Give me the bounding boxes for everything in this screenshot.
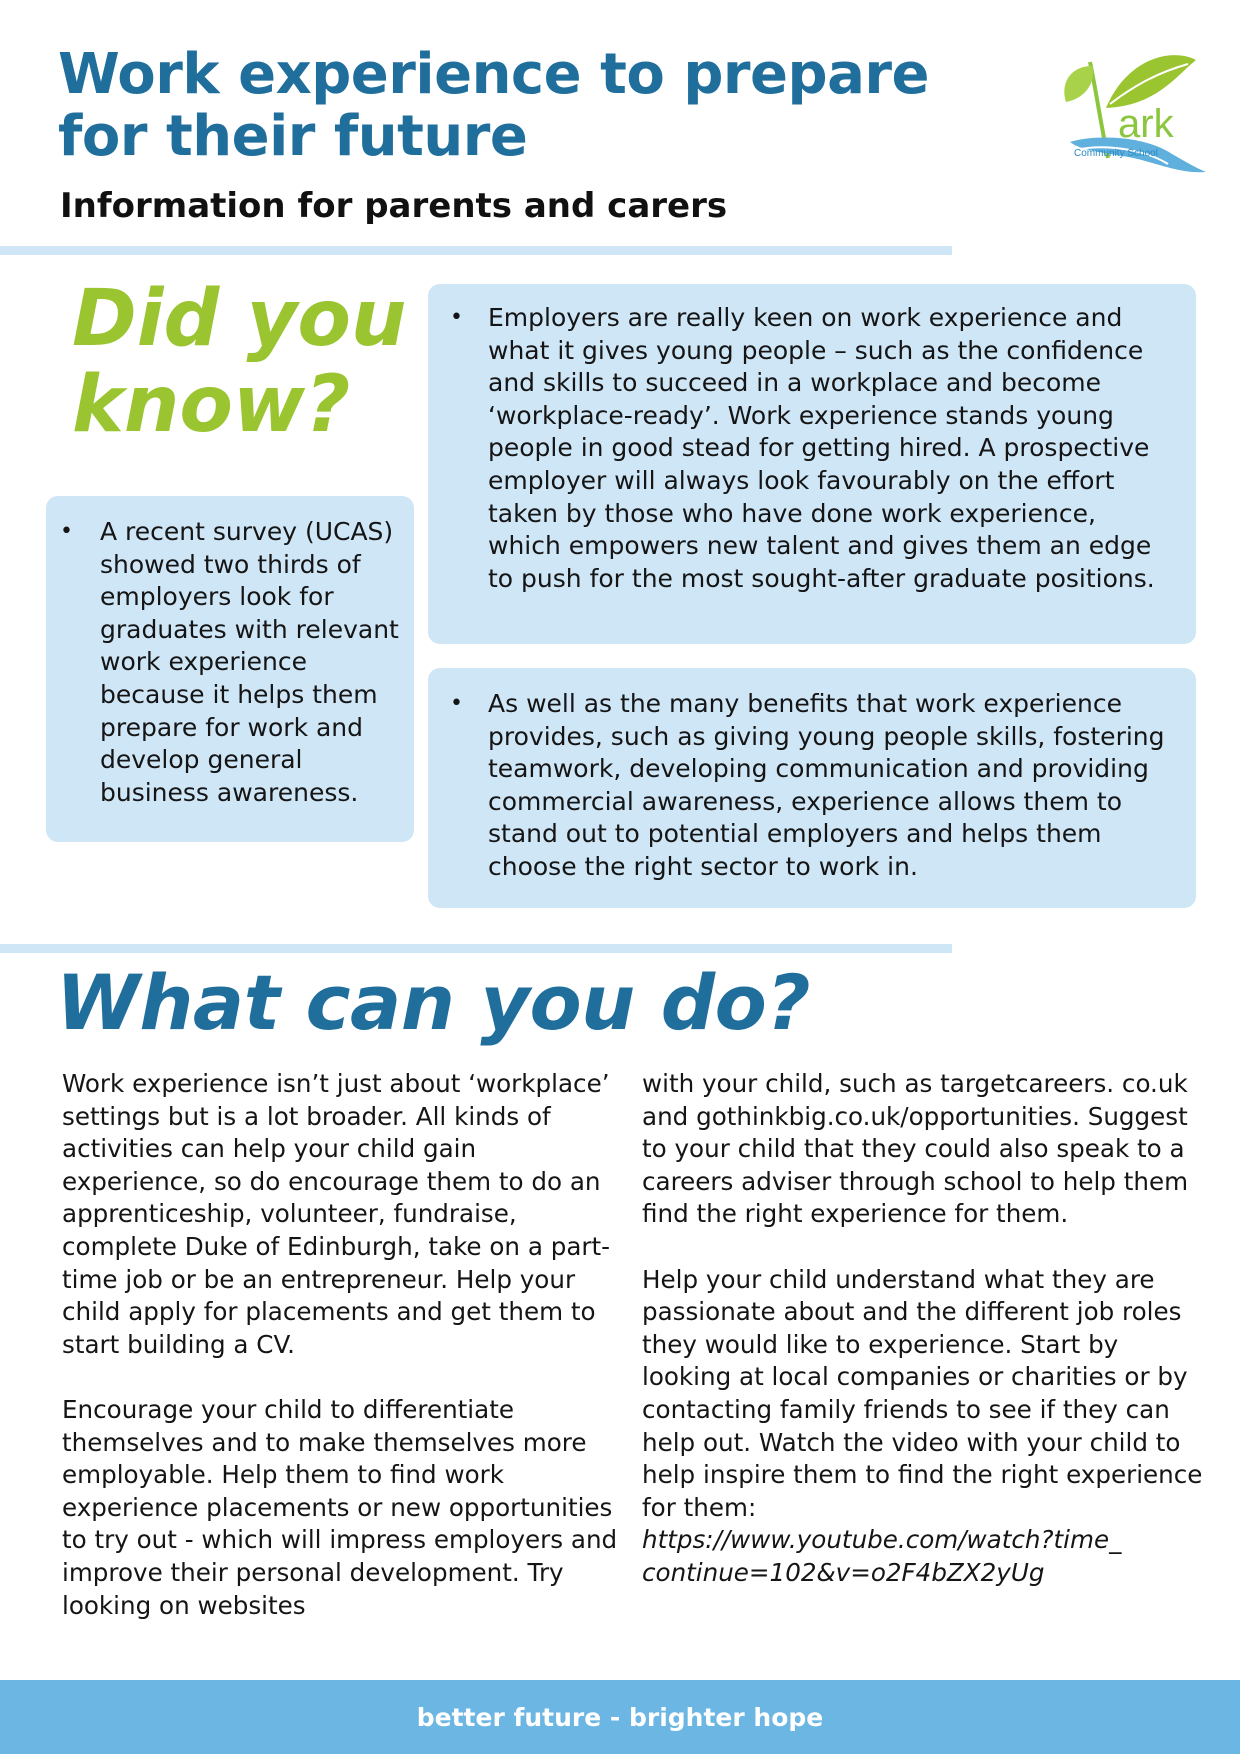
advice-column-left (62, 1068, 622, 1655)
fact-item: • Employers are really keen on work experience and what it gives young people – such as the confidence and skills to succeed in a workplace and become ‘workplace-ready’. Work experience stands young people in good stead for getting hired. A prospective employer will always look favourably on the effort taken by those who have done work experience, which empowers new talent and gives them an edge to push for the most sought-after graduate positions. (450, 302, 1166, 595)
title-line-1: Work experience to prepare (58, 42, 929, 107)
title-line-2: for their future (58, 104, 528, 169)
divider-top (0, 246, 952, 255)
school-logo (1056, 50, 1206, 182)
footer-slogan: better future - brighter hope (416, 1702, 824, 1732)
advice-column-right (642, 1068, 1208, 1590)
logo-tagline: Community School (1074, 148, 1158, 159)
fact-list (428, 668, 1196, 884)
footer-bar (0, 1680, 1240, 1754)
advice-text: Help your child understand what they are passionate about and the different job roles they would like to experience. Start by looking at local companies or charities or by contacting family friends to see if they can help out. Watch the video with your child to help inspire them to find the right experience for them: (642, 1264, 1203, 1522)
did-you-know-line-1: Did you (72, 274, 407, 364)
what-can-you-do-heading: What can you do? (56, 958, 810, 1047)
fact-list (46, 496, 414, 809)
fact-item: • A recent survey (UCAS) showed two thirds of employers look for graduates with relevant work experience because it helps them prepare for work and develop general business awareness. (60, 516, 404, 809)
fact-box-employers (428, 284, 1196, 644)
fact-box-survey (46, 496, 414, 842)
did-you-know-heading (72, 276, 406, 448)
advice-paragraph: with your child, such as targetcareers. co.uk and gothinkbig.co.uk/opportunities. Suggest to your child that they could also speak to a careers adviser through school to help them find the right experience for them. (642, 1069, 1189, 1229)
page-title (58, 44, 958, 168)
divider-middle (0, 944, 952, 953)
page-subtitle: Information for parents and carers (60, 186, 728, 226)
fact-list (428, 284, 1196, 595)
did-you-know-line-2: know? (72, 360, 351, 450)
advice-paragraph: Work experience isn’t just about ‘workplace’ settings but is a lot broader. All kinds of activities can help your child gain experience, so do encourage them to do an apprenticeship, volunteer, fundraise, complete Duke of Edinburgh, take on a part-time job or be an entrepreneur. Help your child apply for placements and get them to start building a CV. (62, 1069, 611, 1359)
advice-paragraph (642, 1264, 1208, 1590)
fact-item: • As well as the many benefits that work experience provides, such as giving young people skills, fostering teamwork, developing communication and providing commercial awareness, experience allows them to stand out to potential employers and helps them choose the right sector to work in. (450, 688, 1178, 884)
advice-paragraph: Encourage your child to differentiate themselves and to make themselves more employable. Help them to find work experience placements or new opportunities to try out - which will impress employers and improve their personal development. Try looking on websites (62, 1394, 618, 1620)
fact-box-benefits (428, 668, 1196, 908)
video-link[interactable]: https://www.youtube.com/watch?time_ continue=102&v=o2F4bZX2yUg (642, 1525, 1122, 1587)
logo-word: ark (1118, 102, 1174, 146)
